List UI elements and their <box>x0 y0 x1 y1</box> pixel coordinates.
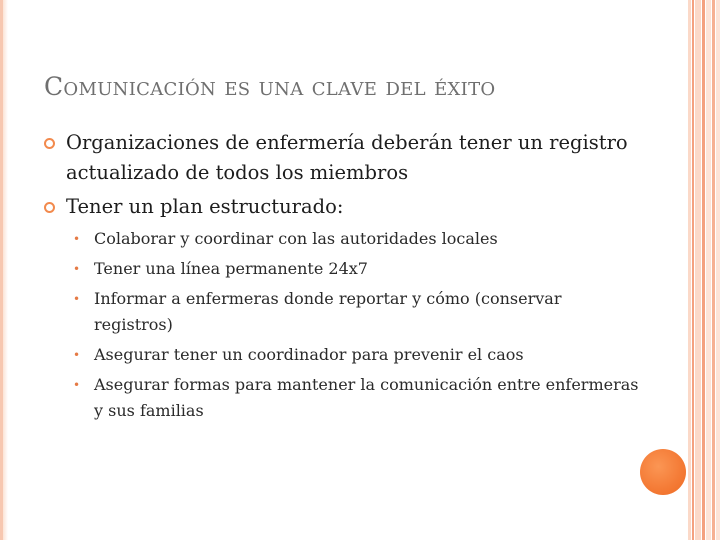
sub-bullet-3 <box>44 286 644 338</box>
sub-bullet-5 <box>44 372 644 424</box>
sub-bullet-4 <box>44 342 644 368</box>
orange-circle-decoration <box>640 449 686 495</box>
small-dot-icon: • <box>73 292 81 306</box>
sub-bullet-2 <box>44 256 644 282</box>
sub-bullet-text: Colaborar y coordinar con las autoridades locales <box>94 229 498 248</box>
small-dot-icon: • <box>73 348 81 362</box>
sub-bullet-1 <box>44 226 644 252</box>
slide-title: Comunicación es una clave del éxito <box>44 72 496 101</box>
stripe <box>695 0 701 540</box>
stripe <box>688 0 691 540</box>
sub-bullet-text: Informar a enfermeras donde reportar y cómo (conservar registros) <box>94 289 562 334</box>
bullet-point-2 <box>44 192 644 222</box>
bullet-point-text: Tener un plan estructurado: <box>66 195 344 218</box>
bullet-point-1 <box>44 128 644 188</box>
stripe <box>692 0 694 540</box>
sub-bullet-text: Tener una línea permanente 24x7 <box>94 259 368 278</box>
small-dot-icon: • <box>73 262 81 276</box>
small-dot-icon: • <box>73 232 81 246</box>
small-dot-icon: • <box>73 378 81 392</box>
sub-bullet-text: Asegurar formas para mantener la comunicación entre enfermeras y sus familias <box>94 375 639 420</box>
stripe <box>702 0 705 540</box>
hollow-circle-icon <box>44 138 55 149</box>
left-border-decoration <box>0 0 8 540</box>
right-stripes-decoration <box>688 0 720 540</box>
sub-bullet-list <box>44 226 644 424</box>
stripe <box>712 0 715 540</box>
hollow-circle-icon <box>44 202 55 213</box>
stripe <box>706 0 711 540</box>
slide-body <box>44 128 644 428</box>
sub-bullet-text: Asegurar tener un coordinador para prevenir el caos <box>94 345 524 364</box>
bullet-point-text: Organizaciones de enfermería deberán tener un registro actualizado de todos los miembros <box>66 131 628 184</box>
stripe <box>716 0 720 540</box>
